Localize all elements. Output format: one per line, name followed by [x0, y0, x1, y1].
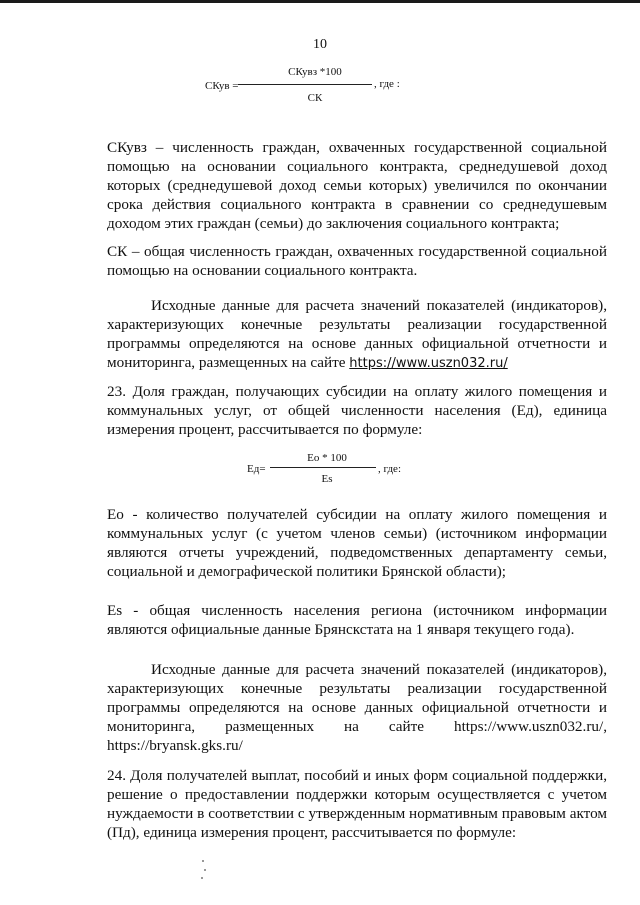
formula-numerator: СКувз *100 — [288, 66, 342, 78]
definition-skuvz: СКувз – численность граждан, охваченных государственной социальной помощью на основании социального контракта, среднедушевой доход которых (среднедушевой доход семьи которых) увеличился по окончании срока действия социального контракта в сравнении со среднедушевым доходом этих граждан (семьи) до заключения социального контракта; — [107, 139, 607, 232]
item-24-paragraph: 24. Доля получателей выплат, пособий и иных форм социальной поддержки, решение о предоставлении поддержки которым осуществляется с учетом нуждаемости в соответствии с утвержденным нормативным правовым актом (Пд), единица измерения процент, рассчитывается по формуле: — [107, 767, 607, 841]
source-text: Исходные данные для расчета значений показателей (индикаторов), характеризующих конечные результаты реализации государственной программы определяются на основе данных официальной отчетности и мониторинга, размещенных на сайте — [107, 297, 607, 371]
definition-sk: СК – общая численность граждан, охваченных государственной социальной помощью на основании социального контракта. — [107, 243, 607, 279]
uszn-link[interactable]: https://www.uszn032.ru/ — [349, 356, 508, 371]
fraction-bar — [238, 84, 372, 85]
definition-es: Es - общая численность населения региона (источником информации являются официальные данные Брянскстата на 1 января текущего года). — [107, 602, 607, 638]
formula-lhs: СКув = — [205, 80, 239, 92]
scan-specks — [200, 860, 212, 880]
source-paragraph-2: Исходные данные для расчета значений показателей (индикаторов), характеризующих конечные результаты реализации государственной программы определяются на основе данных официальной отчетности и мониторинга, размещенных на сайте https://www.uszn032.ru/, https://bryansk.gks.ru/ — [107, 661, 607, 754]
fraction-bar — [270, 467, 376, 468]
formula-numerator: Ео * 100 — [307, 452, 347, 464]
item-23-paragraph: 23. Доля граждан, получающих субсидии на оплату жилого помещения и коммунальных услуг, от общей численности населения (Ед), единица измерения процент, рассчитывается по формуле: — [107, 383, 607, 438]
formula-denominator: СК — [307, 92, 323, 104]
definition-eo: Ео - количество получателей субсидии на оплату жилого помещения и коммунальных услуг (с учетом членов семьи) (источником информации являются отчеты учреждений, подведомственных департаменту семьи, социальной и демографической политики Брянской области); — [107, 506, 607, 580]
formula-tail: , где : — [374, 78, 400, 90]
page-number: 10 — [313, 37, 327, 52]
formula-denominator: Es — [321, 473, 333, 485]
source-paragraph-1 — [107, 296, 607, 373]
formula-lhs: Ед= — [247, 463, 266, 475]
formula-tail: , где: — [378, 463, 401, 475]
top-border-line — [0, 0, 640, 3]
